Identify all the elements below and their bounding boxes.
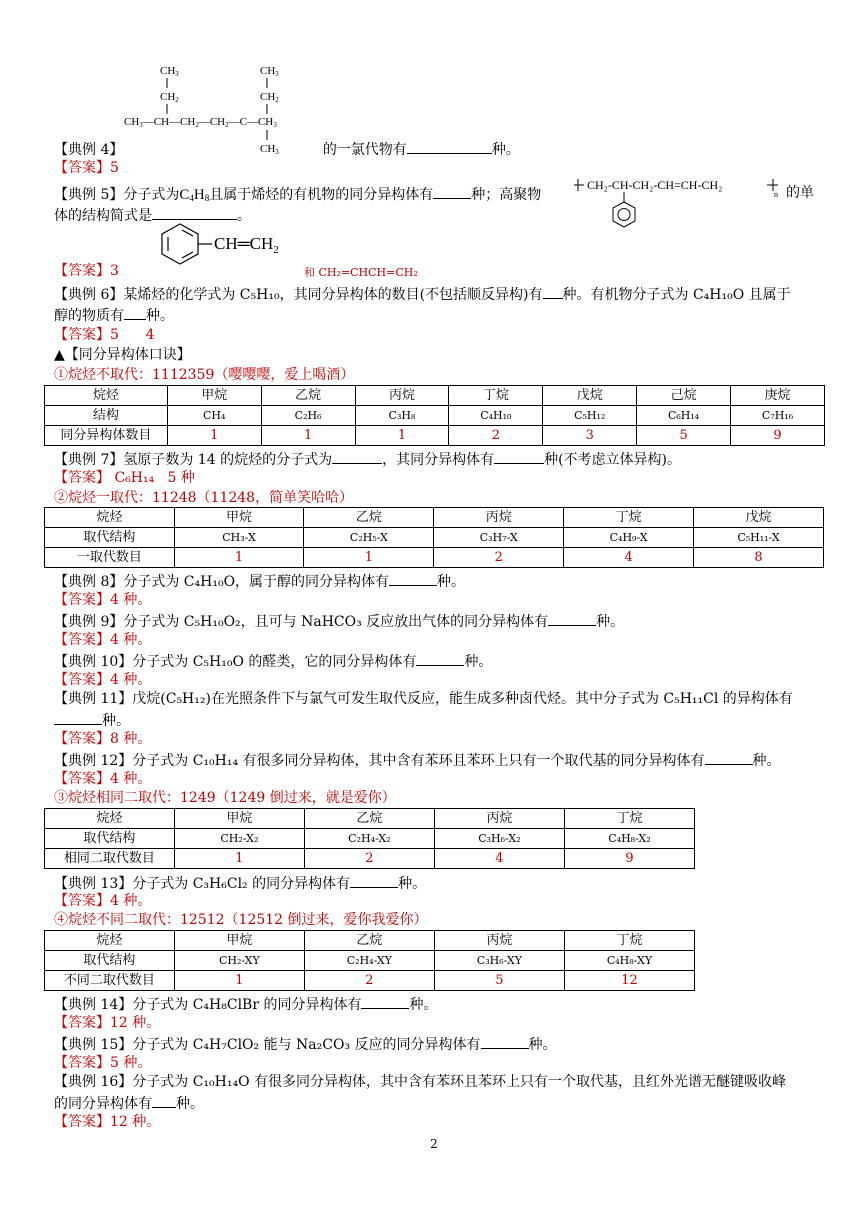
answer-blank[interactable] — [54, 710, 102, 725]
answer-blank[interactable] — [543, 284, 563, 299]
answer-blank[interactable] — [416, 651, 464, 666]
struct-ch2-right: CH2 — [260, 91, 279, 104]
example-15-answer: 【答案】5 种。 — [54, 1055, 152, 1071]
struct-ch2-left: CH2 — [160, 91, 179, 104]
example-8-answer: 【答案】4 种。 — [54, 592, 152, 608]
example-5-question-line2: 体的结构简式是 。 — [54, 205, 251, 225]
answer-blank[interactable] — [705, 750, 753, 765]
svg-text:CH₂-CH-CH₂-CH=CH-CH₂: CH₂-CH-CH₂-CH=CH-CH₂ — [587, 178, 723, 192]
example-16-question-line2: 的同分异构体有 种。 — [54, 1093, 204, 1113]
answer-blank[interactable] — [548, 611, 596, 626]
example-16-answer: 【答案】12 种。 — [54, 1114, 161, 1130]
answer-blank[interactable] — [494, 449, 544, 464]
example-8-question: 【典例 8】分子式为 C₄H₁₀O，属于醇的同分异构体有 种。 — [54, 571, 465, 591]
example-10-answer: 【答案】4 种。 — [54, 672, 152, 688]
same-disubstitution-table: 烷烃 甲烷 乙烷 丙烷 丁烷 取代结构 CH₂-X₂ C₂H₄-X₂ C₃H₆-X₂ C₄H₈-X₂ 相同二取代数目 1 2 4 9 — [44, 808, 695, 869]
example-5-question: 【典例 5】分子式为C4H8且属于烯烃的有机物的同分异构体有 种；高聚物 — [54, 184, 541, 207]
example-6-answer: 【答案】5 4 — [54, 327, 155, 343]
section-4-title: ④烷烃不同二取代：12512（12512 倒过来，爱你我爱你） — [54, 912, 428, 928]
answer-blank[interactable] — [124, 305, 146, 320]
answer-blank[interactable] — [481, 1034, 529, 1049]
example-6-question-line2: 醇的物质有 种。 — [54, 305, 174, 325]
example-7-answer: 【答案】 C₆H₁₄ 5 种 — [54, 470, 195, 486]
example-11-question: 【典例 11】戊烷(C₅H₁₂)在光照条件下与氯气可发生取代反应，能生成多种卤代烃。其中分子式为 C₅H₁₁Cl 的异构体有 — [54, 691, 793, 707]
section-1-title: ①烷烃不取代：1112359（嘤嘤嘤，爱上喝酒） — [54, 367, 355, 383]
answer-blank[interactable] — [152, 1093, 176, 1108]
example-14-question: 【典例 14】分子式为 C₄H₈ClBr 的同分异构体有 种。 — [54, 994, 437, 1014]
example-9-answer: 【答案】4 种。 — [54, 632, 152, 648]
example-12-answer: 【答案】4 种。 — [54, 771, 152, 787]
page-number: 2 — [430, 1137, 438, 1151]
alkane-isomer-table: 烷烃 甲烷 乙烷 丙烷 丁烷 戊烷 己烷 庚烷 结构 CH₄ C₂H₆ C₃H₈ C₄H₁₀ C₅H₁₂ C₆H₁₄ C₇H₁₆ 同分异构体数目 1 1 1 2 3 5 9 — [44, 385, 825, 446]
example-5-answer-extra: 和 CH₂=CHCH=CH₂ — [304, 266, 418, 279]
example-13-answer: 【答案】4 种。 — [54, 893, 152, 909]
styrene-structure — [158, 222, 308, 268]
mono-substitution-table: 烷烃 甲烷 乙烷 丙烷 丁烷 戊烷 取代结构 CH₃-X C₂H₅-X C₃H₇-X C₄H₉-X C₅H₁₁-X 一取代数目 1 1 2 4 8 — [44, 507, 824, 568]
section-2-title: ②烷烃一取代：11248（11248，简单笑哈哈） — [54, 490, 354, 506]
svg-text:CH═CH2: $CH═CH_2$ — [214, 234, 279, 256]
example-5-question-tail: 的单 — [786, 185, 814, 201]
example-12-question: 【典例 12】分子式为 C₁₀H₁₄ 有很多同分异构体，其中含有苯环且苯环上只有一个取代基的同分异构体有 种。 — [54, 750, 781, 770]
struct-ch3-top-right: CH3 — [260, 65, 279, 78]
mnemonic-title: ▲【同分异构体口诀】 — [54, 347, 191, 363]
example-11-question-line2: 种。 — [54, 710, 130, 730]
example-9-question: 【典例 9】分子式为 C₅H₁₀O₂，且可与 NaHCO₃ 反应放出气体的同分异构体有 种。 — [54, 611, 624, 631]
answer-blank[interactable] — [152, 205, 237, 220]
example-4-answer: 【答案】5 — [54, 160, 119, 176]
svg-text:n: n — [774, 190, 778, 199]
struct-ch3-bottom: CH3 — [260, 143, 279, 155]
section-3-title: ③烷烃相同二取代：1249（1249 倒过来，就是爱你） — [54, 790, 396, 806]
polymer-structure — [574, 172, 784, 240]
example-10-question: 【典例 10】分子式为 C₅H₁₀O 的醛类，它的同分异构体有 种。 — [54, 651, 492, 671]
answer-blank[interactable] — [433, 184, 471, 199]
example-14-answer: 【答案】12 种。 — [54, 1015, 161, 1031]
different-disubstitution-table: 烷烃 甲烷 乙烷 丙烷 丁烷 取代结构 CH₂-XY C₂H₄-XY C₃H₆-XY C₄H₈-XY 不同二取代数目 1 2 5 12 — [44, 930, 695, 991]
example-11-answer: 【答案】8 种。 — [54, 731, 152, 747]
example-4-question: 【典例 4】 的一氯代物有 种。 — [54, 139, 520, 159]
struct-main-chain: CH3—CH—CH2—CH2—C—CH3 — [124, 116, 277, 129]
answer-blank[interactable] — [350, 873, 398, 888]
answer-blank[interactable] — [389, 571, 437, 586]
example-13-question: 【典例 13】分子式为 C₃H₆Cl₂ 的同分异构体有 种。 — [54, 873, 426, 893]
answer-blank[interactable] — [332, 449, 382, 464]
example-16-question: 【典例 16】分子式为 C₁₀H₁₄O 有很多同分异构体，其中含有苯环且苯环上只有一个取代基，且红外光谱无醚键吸收峰 — [54, 1074, 787, 1090]
example-6-question: 【典例 6】某烯烃的化学式为 C₅H₁₀，其同分异构体的数目(不包括顺反异构)有 种。有机物分子式为 C₄H₁₀O 且属于 — [54, 284, 791, 304]
answer-blank[interactable] — [361, 994, 409, 1009]
example-5-answer: 【答案】3 — [54, 263, 119, 279]
example-7-question: 【典例 7】氢原子数为 14 的烷烃的分子式为 ，其同分异构体有 种(不考虑立体异构)。 — [54, 449, 681, 469]
example-15-question: 【典例 15】分子式为 C₄H₇ClO₂ 能与 Na₂CO₃ 反应的同分异构体有 种。 — [54, 1034, 557, 1054]
answer-blank[interactable] — [407, 139, 492, 154]
struct-ch3-top-left: CH3 — [160, 65, 179, 78]
